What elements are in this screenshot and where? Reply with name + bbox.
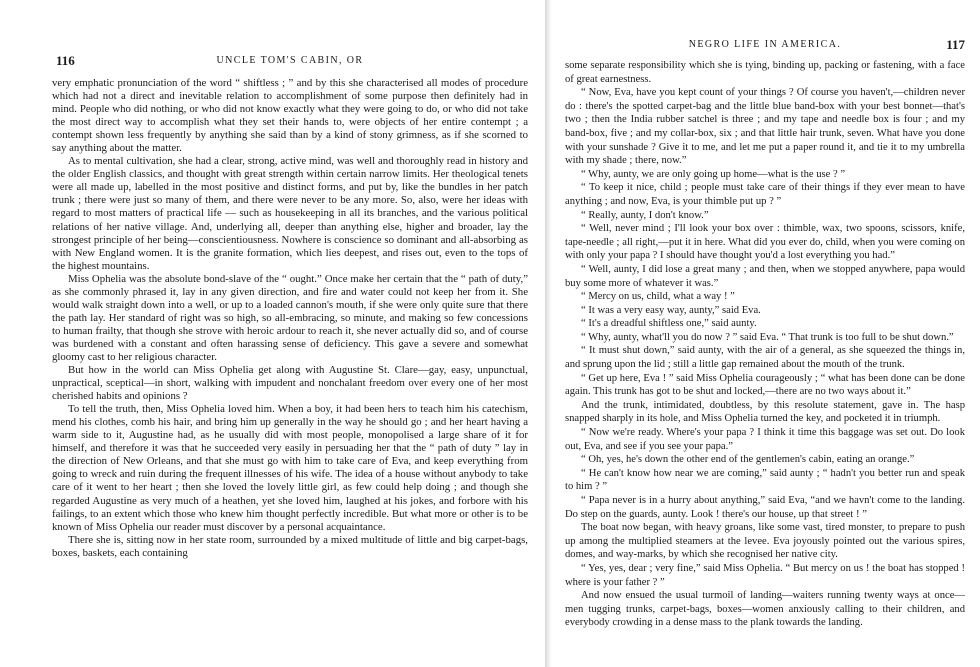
paragraph: The boat now began, with heavy groans, like some vast, tired monster, to prepare to push up among the multiplied steamers at the levee. Eva joyously pointed out the various spires, domes, and way-marks, by which she recognised her native city.: [565, 522, 965, 561]
paragraph: “ It was a very easy way, aunty,” said Eva.: [581, 304, 761, 316]
paragraph: “ Why, aunty, we are only going up home—what is the use ? ”: [581, 168, 846, 180]
paragraph: “ Now, Eva, have you kept count of your things ? Of course you haven't,—children never do : there's the spotted carpet-bag and the little blue band-box with your best bonnet—that's two ; then the India rubber satchel is three ; and my tape and needle box is four ; and my band-box, five ; and my collar-box, six ; and that little hair trunk, seven. What have you done with your sunshade ? Give it to me, and let me put a paper round it, and tie it to my umbrella with my shade ; there, now.”: [565, 87, 965, 167]
left-page: [52, 0, 528, 667]
paragraph: some separate responsibility which she is tying, binding up, packing or fastening, with a face of great earnestness.: [565, 60, 965, 85]
right-page: [565, 0, 965, 667]
left-page-number: 116: [56, 53, 75, 68]
paragraph: “ It must shut down,” said aunty, with the air of a general, as she squeezed the things in, and sprung upon the lid ; still a little gap remained about the mouth of the trunk.: [565, 345, 965, 371]
paragraph: But how in the world can Miss Ophelia get along with Augustine St. Clare—gay, easy, unpunctual, unpractical, sceptical—in short, walking with impudent and nonchalant freedom over every one of her most cherished habits and opinions ?: [52, 364, 528, 403]
left-running-title: UNCLE TOM'S CABIN, OR: [216, 55, 364, 66]
paragraph: “ Papa never is in a hurry about anything,” said Eva, “and we havn't come to the landing. Do step on the guards, aunty. Look ! there's our house, up that street ! ”: [565, 495, 965, 520]
paragraph: As to mental cultivation, she had a clear, strong, active mind, was well and thoroughly read in history and the older English classics, and thought with great strength within certain narrow limits. Her theological tenets were all made up, labelled in the most positive and distinct forms, and put by, like the bundles in her patch trunk ; there were just so many of them, and there were never to be any more. So, also, were her ideas with regard to most matters of practical life — such as housekeeping in all its branches, and the various political relations of her native village. And, underlying all, deeper than anything else, higher and broader, lay the strongest principle of her being—conscientiousness. Nowhere is conscience so dominant and all-absorbing as with New England women. It is the granite formation, which lies deepest, and rises out, even to the tops of the highest mountains.: [52, 155, 528, 272]
right-page-number: 117: [946, 37, 965, 52]
paragraph: “ Really, aunty, I don't know.”: [581, 209, 709, 221]
paragraph: To tell the truth, then, Miss Ophelia loved him. When a boy, it had been hers to teach him his catechism, mend his clothes, comb his hair, and bring him up generally in the way he should go ; and her heart having a warm side to it, Augustine had, as he usually did with most people, monopolised a large share of it for himself, and therefore it was that he succeeded very easily in persuading her that the “ path of duty ” lay in the direction of New Orleans, and that she must go with him to take care of Eva, and keep everything from going to wreck and ruin during the frequent illnesses of his wife. The idea of a house without anybody to take care of it went to her heart ; then she loved the lovely little girl, as few could help doing ; and though she regarded Augustine as very much of a heathen, yet she loved him, laughed at his jokes, and forbore with his failings, to an extent which those who knew him thought perfectly incredible. But what more or other is to be known of Miss Ophelia our reader must discover by a personal acquaintance.: [52, 403, 528, 533]
paragraph: “ Mercy on us, child, what a way ! ”: [581, 291, 735, 303]
left-body-text: [52, 77, 528, 560]
paragraph: There she is, sitting now in her state room, surrounded by a mixed multitude of little and big carpet-bags, boxes, baskets, each containing: [52, 533, 528, 559]
paragraph: “ Now we're ready. Where's your papa ? I think it time this baggage was set out. Do look out, Eva, and see if you see your papa.”: [565, 427, 965, 452]
paragraph: And now ensued the usual turmoil of landing—waiters running twenty ways at once—men tugging trunks, carpet-bags, boxes—women anxiously calling to their children, and everybody crowding in a dense mass to the plank towards the landing.: [565, 590, 965, 629]
paragraph: Miss Ophelia was the absolute bond-slave of the “ ought.” Once make her certain that the “ path of duty,” as she commonly phrased it, lay in any given direction, and fire and water could not keep her from it. She would walk straight down into a well, or up to a loaded cannon's mouth, if she were only quite sure that there the path lay. Her standard of right was so high, so all-embracing, so minute, and making so few concessions to human frailty, that though she strove with heroic ardour to reach it, she never actually did so, and of course was burdened with a constant and often harassing sense of deficiency. This gave a severe and somewhat gloomy cast to her religious character.: [52, 272, 528, 363]
right-running-title: NEGRO LIFE IN AMERICA.: [688, 39, 842, 50]
paragraph: “ Well, aunty, I did lose a great many ; and then, when we stopped anywhere, papa would buy some more of whatever it was.”: [565, 263, 965, 289]
paragraph: “ Well, never mind ; I'll look your box over : thimble, wax, two spoons, scissors, knife, tape-needle ; all right,—put it in here. What did you ever do, child, when you were coming on with only your papa ? I should have thought you'd a lost everything you had.”: [565, 223, 965, 262]
right-running-head: [565, 37, 965, 59]
left-running-head: [52, 53, 528, 77]
paragraph: “ Why, aunty, what'll you do now ? ” said Eva. “ That trunk is too full to be shut down.”: [581, 331, 954, 343]
paragraph: “ It's a dreadful shiftless one,” said aunty.: [581, 318, 757, 330]
book-gutter: [545, 0, 552, 667]
paragraph: “ Oh, yes, he's down the other end of the gentlemen's cabin, eating an orange.”: [581, 454, 915, 466]
paragraph: very emphatic pronunciation of the word “ shiftless ; ” and by this she characterised all modes of procedure which had not a direct and inevitable relation to accomplishment of some purpose then definitely had in mind. People who did nothing, or who did not know exactly what they were going to do, or who did not take the most direct way to accomplish what they set their hands to, were objects of her entire contempt ; a contempt shown less frequently by anything she said than by a kind of stony grimness, as if she scorned to say anything about the matter.: [52, 77, 528, 155]
paragraph: “ Yes, yes, dear ; very fine,” said Miss Ophelia. “ But mercy on us ! the boat has stopped ! where is your father ? ”: [565, 562, 965, 588]
paragraph: “ He can't know how near we are coming,” said aunty ; “ hadn't you better run and speak to him ? ”: [565, 467, 965, 493]
right-body-text: [565, 59, 965, 630]
paragraph: And the trunk, intimidated, doubtless, by this resolute statement, gave in. The hasp snapped sharply in its hole, and Miss Ophelia turned the key, and pocketed it in triumph.: [565, 399, 965, 425]
paragraph: “ Get up here, Eva ! ” said Miss Ophelia courageously ; “ what has been done can be done again. This trunk has got to be shut and locked,—there are no two ways about it.”: [565, 372, 965, 398]
paragraph: “ To keep it nice, child ; people must take care of their things if they ever mean to have anything ; and now, Eva, is your thimble put up ? ”: [565, 182, 965, 207]
